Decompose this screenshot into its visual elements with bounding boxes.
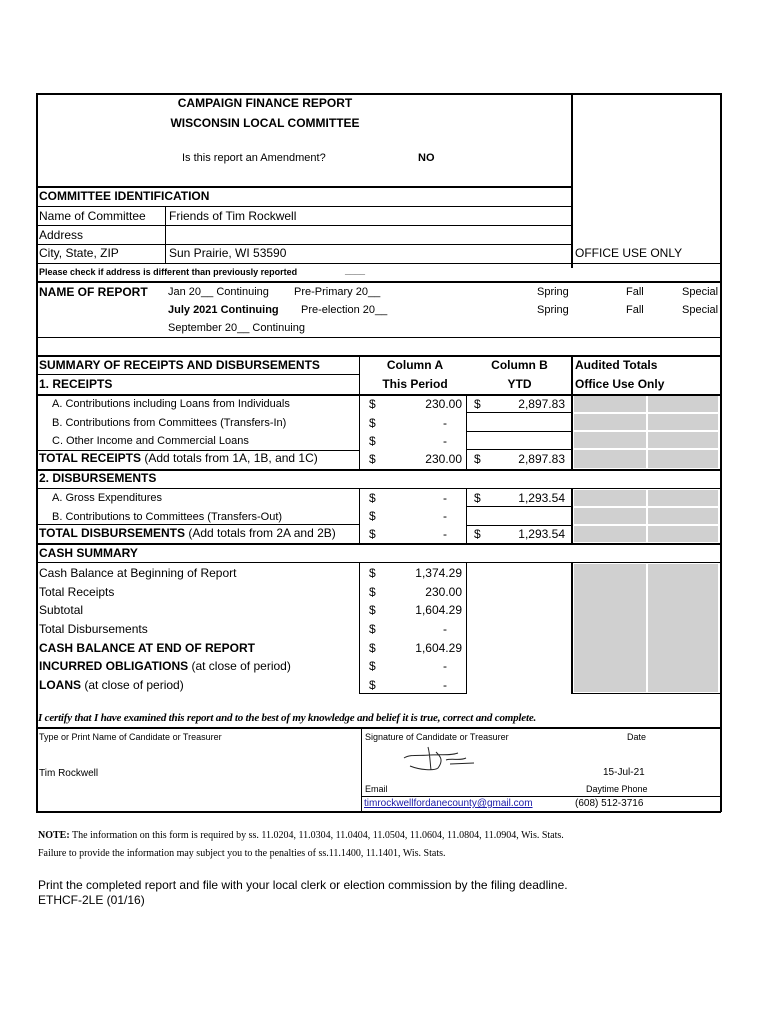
certification-statement: I certify that I have examined this report and to the best of my knowledge and belief it is true, correct and complete. <box>38 712 537 724</box>
audited-totals-header: Audited Totals <box>575 358 658 372</box>
loans-title: LOANS <box>39 678 81 692</box>
currency-symbol: $ <box>369 452 376 466</box>
note-line-1 <box>38 830 564 841</box>
committee-name-field[interactable]: Friends of Tim Rockwell <box>169 209 297 223</box>
total-disbursements-note: (Add totals from 2A and 2B) <box>185 526 336 540</box>
currency-symbol: $ <box>369 622 376 636</box>
signature-image <box>400 744 480 774</box>
treasurer-name[interactable]: Tim Rockwell <box>39 768 99 779</box>
note-line-2: Failure to provide the information may subject you to the penalties of ss.11.1400, 11.1401, Wis. Stats. <box>38 848 446 859</box>
cash-total-disbursements-value[interactable]: - <box>443 622 447 636</box>
cash-total-receipts-label: Total Receipts <box>39 585 115 599</box>
phone-value[interactable]: (608) 512-3716 <box>575 798 644 809</box>
currency-symbol: $ <box>369 527 376 541</box>
currency-symbol: $ <box>474 527 481 541</box>
receipts-a-col-b[interactable]: 2,897.83 <box>518 397 565 411</box>
committee-section-title: COMMITTEE IDENTIFICATION <box>39 189 210 203</box>
cash-end-value[interactable]: 1,604.29 <box>415 641 462 655</box>
cash-beginning-label: Cash Balance at Beginning of Report <box>39 566 237 580</box>
total-receipts-col-b[interactable]: 2,897.83 <box>518 452 565 466</box>
incurred-obligations-note: (at close of period) <box>188 659 291 673</box>
amendment-answer[interactable]: NO <box>418 152 435 164</box>
total-receipts-col-a[interactable]: 230.00 <box>425 452 462 466</box>
print-instructions: Print the completed report and file with your local clerk or election commission by the filing deadline. <box>38 878 568 892</box>
receipts-a-col-a[interactable]: 230.00 <box>425 397 462 411</box>
report-option-special-2[interactable]: Special <box>682 304 719 316</box>
loans-value[interactable]: - <box>443 678 447 692</box>
currency-symbol: $ <box>369 491 376 505</box>
column-a-subheader: This Period <box>382 377 448 391</box>
report-option-preprimary[interactable]: Pre-Primary 20__ <box>294 286 381 298</box>
incurred-obligations-value[interactable]: - <box>443 659 447 673</box>
receipts-section-title: 1. RECEIPTS <box>39 377 113 391</box>
report-option-spring-1[interactable]: Spring <box>537 286 569 298</box>
report-option-jan[interactable]: Jan 20__ Continuing <box>168 286 269 298</box>
currency-symbol: $ <box>474 397 481 411</box>
office-use-label: OFFICE USE ONLY <box>575 246 683 260</box>
report-title: CAMPAIGN FINANCE REPORT <box>177 96 353 110</box>
cash-total-disbursements-label: Total Disbursements <box>39 622 148 636</box>
total-receipts-note: (Add totals from 1A, 1B, and 1C) <box>141 451 318 465</box>
currency-symbol: $ <box>369 585 376 599</box>
column-b-subheader: YTD <box>507 377 532 391</box>
receipts-c-col-a[interactable]: - <box>443 434 447 448</box>
currency-symbol: $ <box>369 678 376 692</box>
signature-label: Signature of Candidate or Treasurer <box>365 732 509 742</box>
email-link[interactable]: timrockwellfordanecounty@gmail.com <box>364 798 533 809</box>
total-receipts-label <box>39 451 318 465</box>
receipts-b-label: B. Contributions from Committees (Transfers-In) <box>52 417 287 429</box>
phone-label: Daytime Phone <box>586 784 648 794</box>
report-option-fall-2[interactable]: Fall <box>626 304 644 316</box>
report-option-preelection[interactable]: Pre-election 20__ <box>301 304 388 316</box>
print-name-label: Type or Print Name of Candidate or Treasurer <box>39 732 222 742</box>
total-disbursements-title: TOTAL DISBURSEMENTS <box>39 526 186 540</box>
report-option-fall-1[interactable]: Fall <box>626 286 644 298</box>
currency-symbol: $ <box>369 434 376 448</box>
currency-symbol: $ <box>369 603 376 617</box>
signature-date[interactable]: 15-Jul-21 <box>603 767 645 778</box>
cash-summary-title: CASH SUMMARY <box>39 546 138 560</box>
report-option-september[interactable]: September 20__ Continuing <box>168 322 305 334</box>
receipts-c-label: C. Other Income and Commercial Loans <box>52 435 249 447</box>
report-option-spring-2[interactable]: Spring <box>537 304 569 316</box>
address-change-note: Please check if address is different than previously reported <box>39 267 298 277</box>
cash-subtotal-value[interactable]: 1,604.29 <box>415 603 462 617</box>
committee-name-label: Name of Committee <box>39 209 146 223</box>
incurred-obligations-title: INCURRED OBLIGATIONS <box>39 659 189 673</box>
currency-symbol: $ <box>369 416 376 430</box>
currency-symbol: $ <box>369 509 376 523</box>
currency-symbol: $ <box>474 452 481 466</box>
disbursements-a-label: A. Gross Expenditures <box>52 492 163 504</box>
address-change-check[interactable]: ____ <box>345 266 366 276</box>
total-receipts-title: TOTAL RECEIPTS <box>39 451 142 465</box>
note-text: The information on this form is required by ss. 11.0204, 11.0304, 11.0404, 11.0504, 11.0604, 11.0804, 11.0904, Wis. Stats. <box>69 830 564 841</box>
receipts-b-col-a[interactable]: - <box>443 416 447 430</box>
city-label: City, State, ZIP <box>39 246 119 260</box>
column-a-header: Column A <box>386 358 444 372</box>
currency-symbol: $ <box>369 566 376 580</box>
report-option-july[interactable]: July 2021 Continuing <box>168 304 279 316</box>
disbursements-b-col-a[interactable]: - <box>443 509 447 523</box>
report-subtitle: WISCONSIN LOCAL COMMITTEE <box>170 116 360 130</box>
currency-symbol: $ <box>369 641 376 655</box>
address-label: Address <box>39 228 84 242</box>
email-label: Email <box>365 784 388 794</box>
total-disbursements-col-b[interactable]: 1,293.54 <box>518 527 565 541</box>
city-field[interactable]: Sun Prairie, WI 53590 <box>169 246 287 260</box>
column-b-header: Column B <box>491 358 548 372</box>
summary-title: SUMMARY OF RECEIPTS AND DISBURSEMENTS <box>39 358 320 372</box>
report-option-special-1[interactable]: Special <box>682 286 719 298</box>
amendment-question: Is this report an Amendment? <box>182 152 326 164</box>
cash-end-label: CASH BALANCE AT END OF REPORT <box>39 641 255 655</box>
disbursements-a-col-b[interactable]: 1,293.54 <box>518 491 565 505</box>
currency-symbol: $ <box>474 491 481 505</box>
currency-symbol: $ <box>369 659 376 673</box>
cash-total-receipts-value[interactable]: 230.00 <box>425 585 462 599</box>
currency-symbol: $ <box>369 397 376 411</box>
date-label: Date <box>627 732 647 742</box>
disbursements-b-label: B. Contributions to Committees (Transfers-Out) <box>52 511 283 523</box>
total-disbursements-label <box>39 526 336 540</box>
report-name-label: NAME OF REPORT <box>39 285 148 299</box>
disbursements-section-title: 2. DISBURSEMENTS <box>39 471 157 485</box>
note-label: NOTE: <box>38 830 70 841</box>
disbursements-a-col-a[interactable]: - <box>443 491 447 505</box>
total-disbursements-col-a[interactable]: - <box>443 527 447 541</box>
cash-subtotal-label: Subtotal <box>39 603 84 617</box>
receipts-a-label: A. Contributions including Loans from Individuals <box>52 398 290 410</box>
incurred-obligations-label <box>39 659 291 673</box>
cash-beginning-value[interactable]: 1,374.29 <box>415 566 462 580</box>
audited-totals-subheader: Office Use Only <box>575 377 665 391</box>
loans-label <box>39 678 184 692</box>
form-id: ETHCF-2LE (01/16) <box>38 893 145 907</box>
loans-note: (at close of period) <box>81 678 184 692</box>
